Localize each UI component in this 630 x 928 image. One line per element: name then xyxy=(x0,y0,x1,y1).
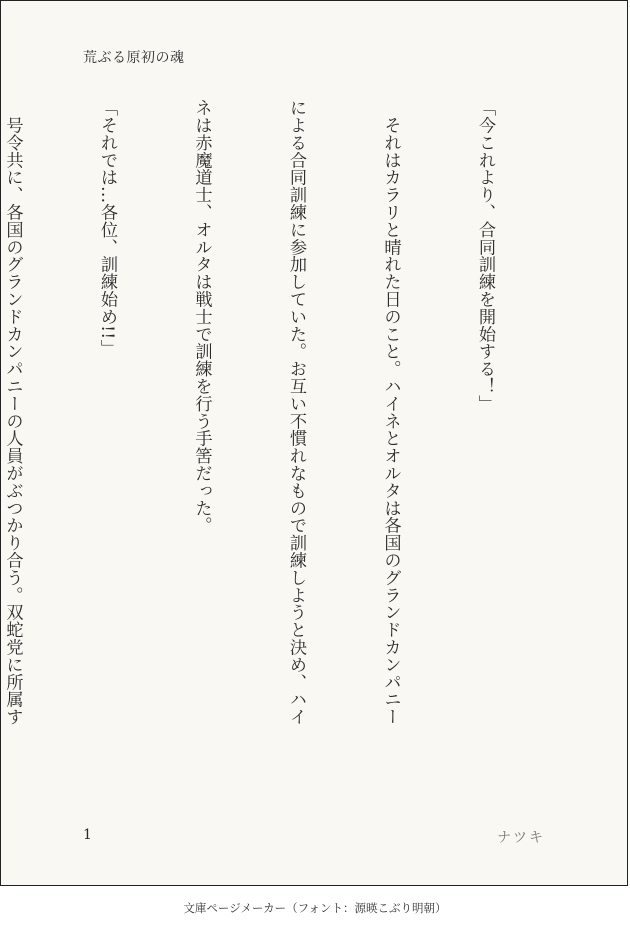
page-number: 1 xyxy=(83,827,92,843)
story-title: 荒ぶる原初の魂 xyxy=(83,50,185,66)
text-line: ネは赤魔道士、オルタは戦士で訓練を行う手筈だった。 xyxy=(191,99,212,534)
text-line: による合同訓練に参加していた。お互い不慣れなもので訓練しようと決め、ハイ xyxy=(286,99,306,726)
text-line: 号令共に、各国のグランドカンパニーの人員がぶつかり合う。双蛇党に所属す xyxy=(2,99,23,726)
author-name: ナツキ xyxy=(497,830,545,846)
story-body xyxy=(0,99,563,799)
text-line: 「それでは…各位、訓練始め!!」 xyxy=(97,99,117,357)
text-line: それはカラリと晴れた日のこと。ハイネとオルタは各国のグランドカンパニー xyxy=(380,99,401,726)
generator-credit: 文庫ページメーカー（フォント：源暎こぶり明朝） xyxy=(183,901,447,915)
text-line: 「今これより、合同訓練を開始する！」 xyxy=(475,99,495,413)
